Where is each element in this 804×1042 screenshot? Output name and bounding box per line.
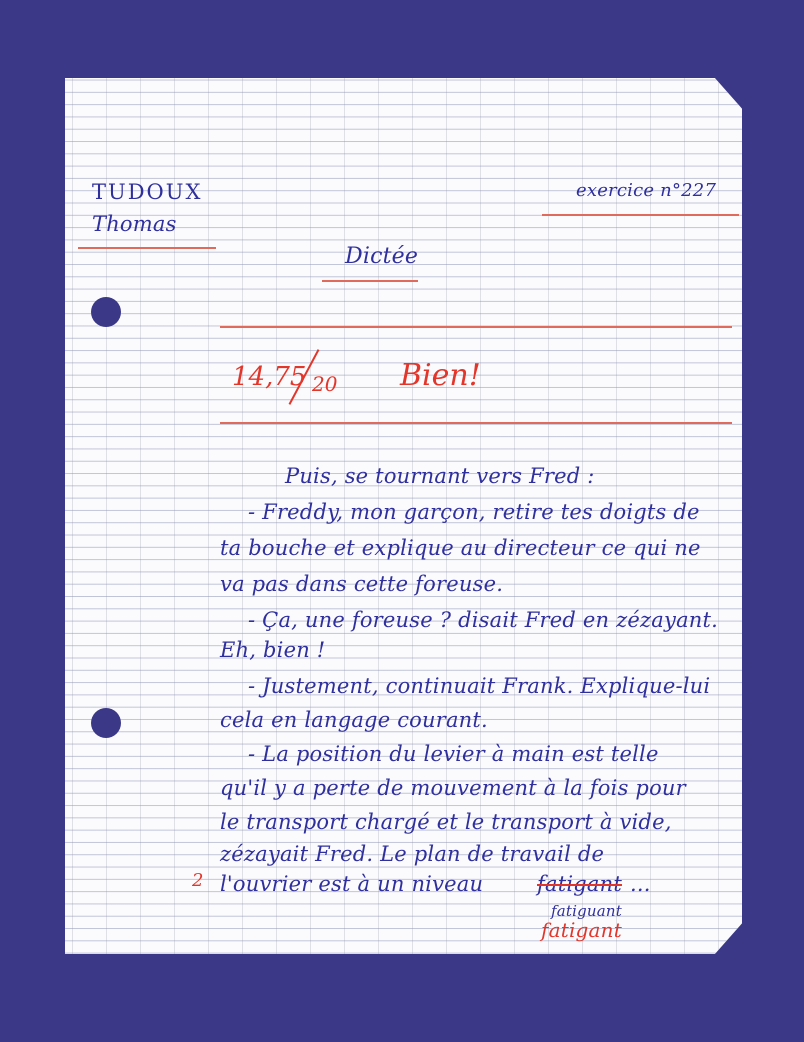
body-line: Eh, bien ! xyxy=(220,638,326,662)
body-line: le transport chargé et le transport à vide, xyxy=(220,810,672,834)
body-line: ta bouche et explique au directeur ce qui ne xyxy=(220,536,701,560)
body-line: - La position du levier à main est telle xyxy=(248,742,659,766)
correction-second: fatigant xyxy=(541,918,623,942)
grade-out-of: 20 xyxy=(312,372,338,396)
grade-band-bottom-line xyxy=(220,422,732,424)
title-underline xyxy=(322,280,418,282)
name-underline xyxy=(78,247,216,249)
exercise-underline xyxy=(542,214,739,216)
student-last-name: TUDOUX xyxy=(92,180,203,204)
body-line: - Freddy, mon garçon, retire tes doigts de xyxy=(248,500,700,524)
line-ellipsis: ... xyxy=(630,872,651,896)
punch-hole-top xyxy=(91,297,121,327)
body-line: qu'il y a perte de mouvement à la fois pour xyxy=(220,776,686,800)
margin-error-count: 2 xyxy=(192,870,204,891)
student-first-name: Thomas xyxy=(92,212,177,236)
body-line: l'ouvrier est à un niveau xyxy=(220,872,484,896)
body-line: zézayait Fred. Le plan de travail de xyxy=(220,842,605,866)
struck-word: fatigant xyxy=(537,872,622,896)
grade-score: 14,75 xyxy=(232,362,307,392)
body-line: va pas dans cette foreuse. xyxy=(220,572,504,596)
page-title: Dictée xyxy=(345,244,419,269)
body-line: Puis, se tournant vers Fred : xyxy=(285,464,595,488)
grade-band-top-line xyxy=(220,326,732,328)
body-line: - Ça, une foreuse ? disait Fred en zézayant. xyxy=(248,608,719,632)
body-line: - Justement, continuait Frank. Explique-lui xyxy=(248,674,711,698)
grade-comment: Bien! xyxy=(400,358,481,393)
correction-first: fatiguant xyxy=(551,902,623,920)
punch-hole-bottom xyxy=(91,708,121,738)
body-line: cela en langage courant. xyxy=(220,708,488,732)
exercise-number: exercice n°227 xyxy=(576,180,717,201)
